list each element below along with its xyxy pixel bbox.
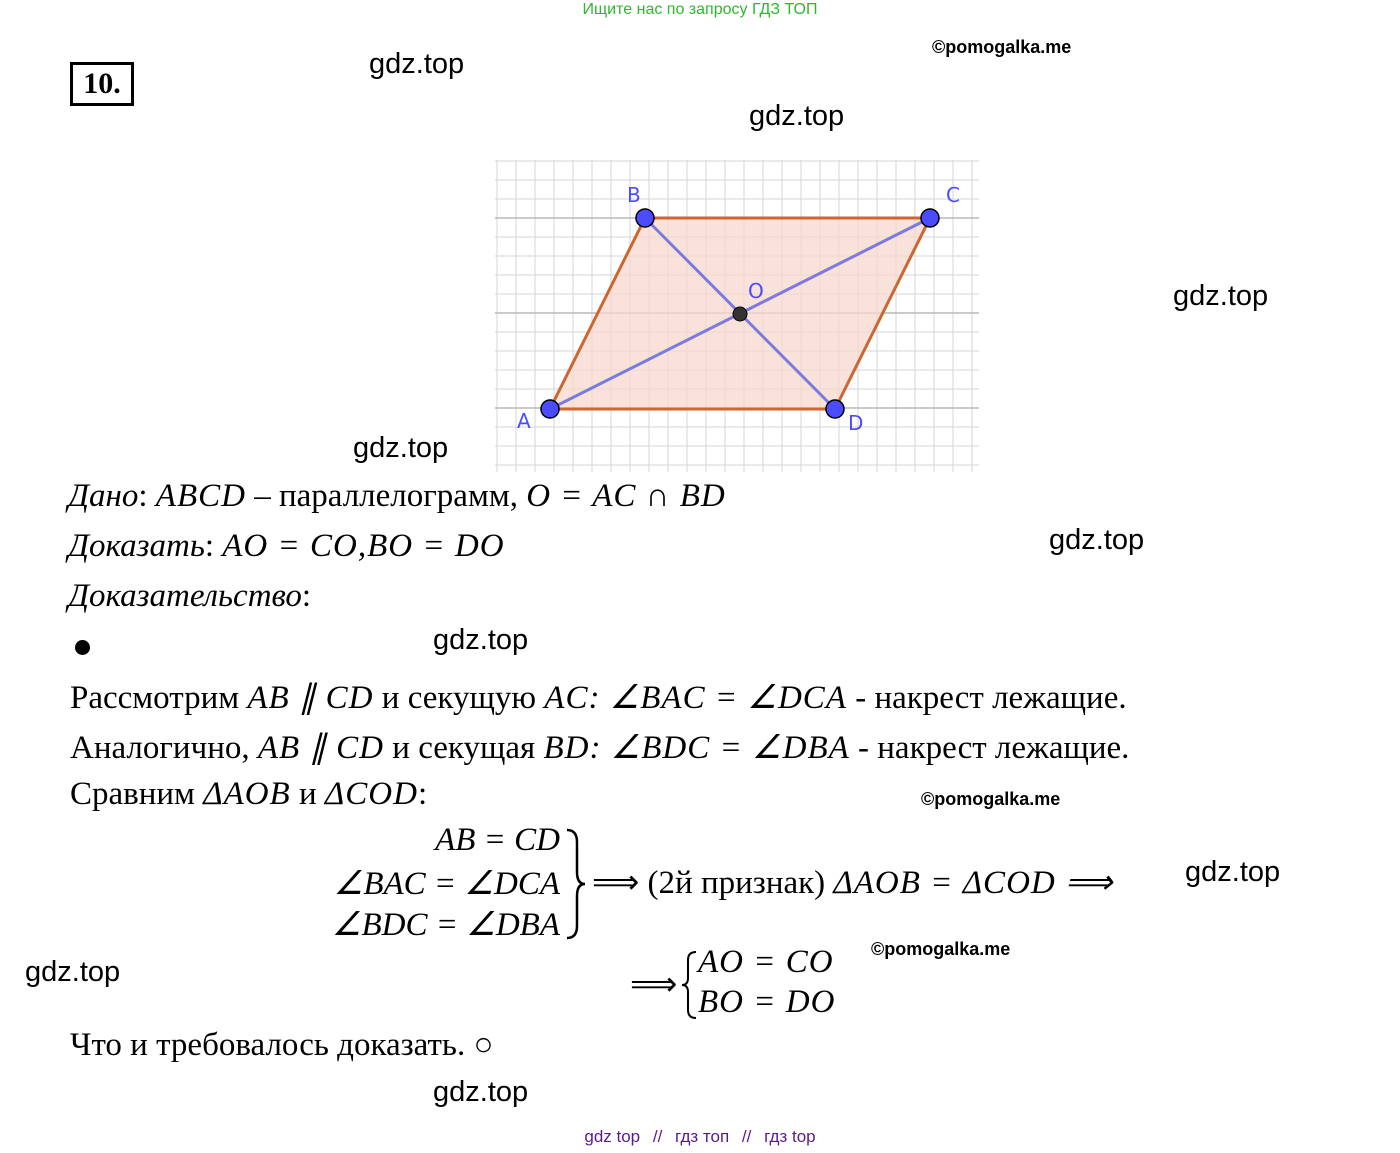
- problem-number: 10.: [70, 62, 134, 106]
- proof-step-3: [70, 776, 427, 813]
- prove-label: Доказать: [68, 528, 205, 564]
- bullet-point: [75, 640, 90, 655]
- footer-link-1[interactable]: gdz top: [584, 1127, 641, 1146]
- step2-text: - накрест лежащие.: [849, 730, 1130, 766]
- proof-sep: :: [301, 578, 312, 614]
- watermark-gdz: gdz.top: [1185, 856, 1281, 888]
- system-eq-2: ∠BAC = ∠DCA: [333, 866, 560, 902]
- label-d: D: [848, 411, 864, 435]
- right-brace: [563, 828, 587, 940]
- step1-text: Рассмотрим: [70, 680, 248, 716]
- result-eq-2: BO = DO: [698, 984, 836, 1020]
- top-banner: Ищите нас по запросу ГДЗ ТОП: [582, 1, 818, 18]
- proof-step-2: [70, 727, 1129, 767]
- qed-line: Что и требовалось доказать. ○: [70, 1027, 494, 1063]
- step3-triangle-aob: ΔAOB: [203, 776, 291, 812]
- label-b: B: [627, 183, 641, 207]
- system-conclusion: [592, 862, 1113, 902]
- step2-text: Аналогично,: [70, 730, 258, 766]
- point-a: [541, 400, 559, 418]
- watermark-gdz: gdz.top: [369, 48, 465, 80]
- footer-link-3[interactable]: гдз top: [764, 1127, 816, 1146]
- watermark-pomogalka: ©pomogalka.me: [871, 939, 1011, 959]
- result-arrow: ⟹: [630, 967, 678, 1003]
- label-c: C: [946, 183, 960, 207]
- result-bo-do: [698, 984, 835, 1021]
- step1-text: - накрест лежащие.: [846, 680, 1127, 716]
- system-eq-1: AB = CD: [435, 822, 560, 858]
- watermark-gdz: gdz.top: [1049, 524, 1145, 556]
- step3-text: и: [290, 776, 325, 812]
- step1-secant: AC: [544, 680, 589, 716]
- point-d: [826, 400, 844, 418]
- conclusion-criterion: ⟹ (2й признак): [592, 865, 834, 901]
- prove-line: [68, 528, 505, 565]
- step2-angles: : ∠BDC = ∠DBA: [589, 730, 850, 766]
- label-a: A: [517, 409, 531, 433]
- step3-text: Сравним: [70, 776, 204, 812]
- proof-line: [68, 578, 311, 615]
- watermark-gdz: gdz.top: [433, 624, 529, 656]
- step1-text: и секущую: [373, 680, 545, 716]
- point-c: [921, 209, 939, 227]
- prove-statement: AO = CO,BO = DO: [222, 528, 505, 564]
- label-o: O: [748, 279, 764, 303]
- footer-sep: //: [741, 1127, 752, 1146]
- step3-triangle-cod: ΔCOD: [324, 776, 418, 812]
- watermark-pomogalka: ©pomogalka.me: [921, 789, 1061, 809]
- watermark-gdz: gdz.top: [25, 956, 121, 988]
- watermark-gdz: gdz.top: [353, 432, 449, 464]
- watermark-gdz: gdz.top: [433, 1076, 529, 1108]
- conclusion-equality: ΔAOB = ΔCOD ⟹: [833, 865, 1114, 901]
- step2-parallel: AB ∥ CD: [257, 730, 385, 766]
- left-brace: [680, 950, 700, 1020]
- given-figure: ABCD: [155, 478, 246, 514]
- result-ao-co: [698, 944, 834, 981]
- footer-link-2[interactable]: гдз топ: [675, 1127, 730, 1146]
- point-b: [636, 209, 654, 227]
- given-label: Дано: [68, 478, 139, 514]
- step1-parallel: AB ∥ CD: [247, 680, 374, 716]
- step2-secant: BD: [543, 730, 590, 766]
- given-sep: :: [138, 478, 148, 514]
- watermark-gdz: gdz.top: [749, 100, 845, 132]
- given-intersection: O = AC ∩ BD: [526, 478, 726, 514]
- given-text: – параллелограмм,: [245, 478, 527, 514]
- step1-angles: : ∠BAC = ∠DCA: [588, 680, 847, 716]
- proof-step-1: [70, 677, 1127, 717]
- watermark-pomogalka: ©pomogalka.me: [932, 37, 1072, 57]
- parallelogram-figure: [495, 160, 979, 472]
- prove-sep: :: [204, 528, 215, 564]
- system-eq-3: ∠BDC = ∠DBA: [331, 907, 560, 943]
- result-eq-1: AO = CO: [698, 944, 834, 980]
- proof-label: Доказательство: [68, 578, 302, 614]
- point-o: [733, 307, 747, 321]
- watermark-gdz: gdz.top: [1173, 280, 1269, 312]
- step2-text: и секущая: [384, 730, 544, 766]
- given-line: [68, 478, 726, 515]
- footer-sep: //: [652, 1127, 663, 1146]
- footer-links: [0, 1127, 1400, 1147]
- step3-colon: :: [417, 776, 428, 812]
